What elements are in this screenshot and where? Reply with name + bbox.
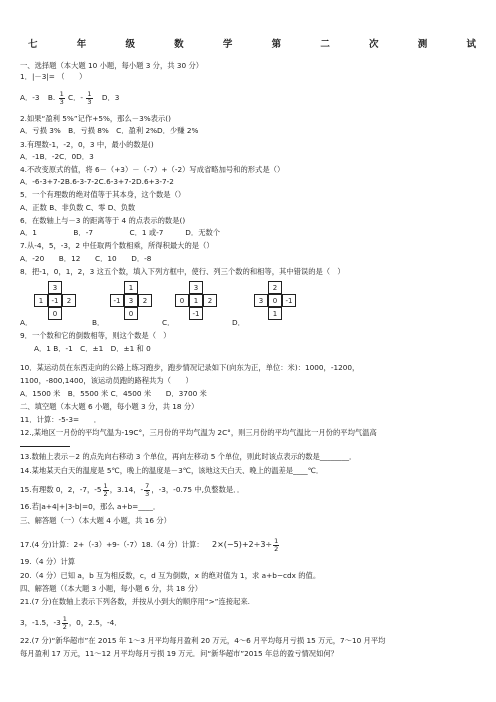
grid-cell: 1 (189, 294, 203, 307)
title-char: 试 (466, 39, 476, 50)
grid-cell (138, 307, 152, 320)
question-10-line-2: 1100，-800,1400，该运动员跑的路程共为（ ） (20, 376, 193, 385)
question-6: 6．在数轴上与－3 的距离等于 4 的点表示的数是() (20, 216, 186, 225)
grid-option-a (34, 281, 76, 320)
question-18-expression: 2×(−5)+2÷3÷ (212, 540, 273, 549)
section-2-heading: 二、填空题（本大题 6 小题，每小题 3 分，共 18 分） (20, 402, 199, 411)
grid-cell: 3 (189, 281, 203, 294)
question-14: 14.某地某天白天的温度是 5℃，晚上的温度是－3℃，该地这天白天、晚上的温差是____℃． (20, 466, 324, 475)
question-4-options: A．-6-3+7-2B.6-3-7-2C.6-3+7-2D.6+3-7-2 (20, 177, 174, 186)
grid-cell (138, 281, 152, 294)
section-4-heading: 四、解答题（（本大题 3 小题，每小题 6 分，共 18 分） (20, 584, 203, 593)
grid-cell: 1 (124, 281, 138, 294)
question-15-part-3: ，-3，-0.75 中,负整数是．． (151, 485, 245, 494)
question-13: 13.数轴上表示－2 的点先向右移动 3 个单位，再向左移动 5 个单位，则此时该点表示的数是________． (20, 452, 357, 461)
question-3: 3.有理数-1，-2，0，3 中，最小的数是() (20, 140, 154, 149)
question-3-options: A．-1B．-2C．0D．3 (20, 152, 94, 161)
grid-label-b: B． (92, 318, 105, 327)
grid-cell (62, 281, 76, 294)
grid-cell (62, 307, 76, 320)
grid-cell: 0 (268, 294, 282, 307)
title-char: 七 (28, 39, 38, 50)
grid-cell: 2 (268, 281, 282, 294)
grid-cell: -1 (48, 294, 62, 307)
question-15-part-1: 15.有理数 0，2，-7，-5 (20, 485, 102, 494)
question-9-options: A．1 B．-1 C．±1 D．±1 和 0 (34, 344, 151, 353)
question-6-options: A．1 B．-7 C．1 或-7 D．无数个 (20, 228, 221, 237)
question-21-numbers (20, 616, 122, 630)
grid-cell: -1 (189, 307, 203, 320)
title-char: 二 (320, 39, 330, 50)
question-17-18 (20, 538, 280, 552)
denominator: 3 (145, 489, 150, 498)
question-20: 20.（4 分）已知 a，b 互为相反数，c，d 互为倒数，x 的绝对值为 1，求 a+b−cdx 的值。 (20, 571, 321, 580)
question-5: 5．一个有理数的绝对值等于其本身，这个数是（） (20, 190, 186, 199)
option-b: B. (47, 93, 56, 102)
section-3-heading: 三、解答题（一）（本大题 4 小题，共 16 分） (20, 516, 171, 525)
title-char: 次 (369, 39, 379, 50)
question-21-part-1: 3，-1.5，-3 (20, 618, 61, 627)
title-char: 年 (76, 39, 87, 50)
question-22-line-2: 每月盈利 17 万元，11～12 月平均每月亏损 19 万元．问“新华超市”2015 年总的盈亏情况如何？ (20, 649, 338, 658)
question-2-options: A．亏损 3% B．亏损 8% C．盈利 2%D．少赚 2% (20, 126, 199, 135)
grid-option-b (110, 281, 152, 320)
fraction-one-half (273, 538, 279, 552)
denominator: 2 (62, 622, 67, 631)
denominator: 2 (103, 489, 108, 498)
grid-cell: 0 (48, 307, 62, 320)
question-22-line-1: 22.(7 分)“新华超市”在 2015 年 1～3 月平均每月盈利 20 万元，4～6 月平均每月亏损 15 万元，7～10 月平均 (20, 636, 386, 645)
question-8: 8．把-1，0，1，2，3 这五个数，填入下列方框中，使行、列三个数的和相等，其中错误的是（ ） (20, 267, 345, 276)
grid-cell: 2 (138, 294, 152, 307)
option-c: C．- (68, 93, 84, 102)
title-char: 数 (174, 39, 184, 50)
fraction-one-half (62, 616, 68, 630)
grid-cell (34, 307, 48, 320)
title-char: 测 (417, 39, 428, 50)
grid-cell: -1 (110, 294, 124, 307)
grid-option-c (175, 281, 217, 320)
section-1-heading: 一、选择题（本大题 10 小题，每小题 3 分，共 30 分） (20, 61, 204, 70)
question-9: 9．一个数和它的倒数相等，则这个数是（ ） (20, 331, 171, 340)
grid-cell (203, 281, 217, 294)
grid-cell (282, 281, 296, 294)
title-char: 学 (222, 39, 233, 50)
grid-cell (175, 281, 189, 294)
numerator: 7 (145, 482, 150, 490)
grid-cell: 3 (124, 294, 138, 307)
grid-cell (175, 307, 189, 320)
grid-cell: 3 (48, 281, 62, 294)
question-1: 1．|－3|= （ ） (20, 72, 87, 81)
fraction-seven-thirds (144, 483, 150, 497)
question-15 (20, 483, 244, 497)
title-char: 级 (125, 39, 135, 50)
grid-cell: 1 (34, 294, 48, 307)
fraction-one-third (86, 91, 92, 105)
grid-cell (34, 281, 48, 294)
question-21: 21.(7 分)在数轴上表示下列各数，并按从小到大的顺序用“>”连接起来. (20, 597, 250, 606)
option-d: D．3 (101, 93, 120, 102)
grid-label-a: A． (20, 318, 33, 327)
grid-label-c: C． (162, 318, 175, 327)
grid-label-d: D． (232, 318, 245, 327)
page-title (28, 36, 476, 50)
numerator: 1 (274, 537, 279, 545)
grid-cell (110, 307, 124, 320)
grid-cell (110, 281, 124, 294)
question-5-options: A、正数 B、非负数 C、零 D、负数 (20, 203, 136, 212)
grid-cell: -1 (282, 294, 296, 307)
question-19: 19.（4 分）计算 (20, 557, 76, 566)
grid-cell: 0 (124, 307, 138, 320)
numerator: 1 (59, 90, 64, 98)
fraction-one-third (59, 91, 65, 105)
grid-option-d (254, 281, 296, 320)
question-11: 11．计算：-5-3= ． (20, 415, 102, 424)
question-21-part-2: ，0，2.5，-4． (68, 618, 122, 627)
question-12: 12.,某地区一月份的平均气温为-19C°，三月份的平均气温为 2C°，则三月份的平均气温比一月份的平均气温高 (20, 428, 377, 437)
denominator: 3 (59, 97, 64, 106)
denominator: 2 (274, 544, 279, 553)
grid-cell (254, 281, 268, 294)
denominator: 3 (87, 97, 92, 106)
grid-cell: 3 (254, 294, 268, 307)
grid-cell (282, 307, 296, 320)
question-10-line-1: 10．某运动员在东西走向的公路上练习跑步，跑步情况记录如下(向东为正，单位：米)：1000，-1200， (20, 363, 360, 372)
title-char: 第 (271, 39, 282, 50)
grid-cell: 2 (62, 294, 76, 307)
option-a: A．-3 (20, 93, 40, 102)
answer-blank (20, 446, 70, 447)
question-16: 16.若|a+4|+|3-b|=0，那么 a+b=____． (20, 502, 161, 511)
numerator: 1 (103, 482, 108, 490)
question-17-18-text: 17.(4 分)计算：2+（-3）+9-（-7）18.（4 分）计算： (20, 540, 204, 549)
question-10-options: A．1500 米 B．5500 米 C．4500 米 D．3700 米 (20, 389, 207, 398)
question-7: 7.从-4，5，-3，2 中任取两个数相乘，所得积最大的是（） (20, 241, 214, 250)
grid-cell: 2 (203, 294, 217, 307)
question-4: 4.不改变原式的值，将 6－（+3）－（-7）+（-2）写成省略加号和的形式是（） (20, 165, 285, 174)
numerator: 1 (87, 90, 92, 98)
grid-cell: 0 (175, 294, 189, 307)
grid-cell (254, 307, 268, 320)
grid-cell (203, 307, 217, 320)
grid-cell: 1 (268, 307, 282, 320)
numerator: 1 (62, 615, 67, 623)
question-7-options: A．-20 B．12 C．10 D．-8 (20, 254, 152, 263)
question-1-options (20, 91, 119, 105)
fraction-one-half (103, 483, 109, 497)
question-15-part-2: ，3.14，- (109, 485, 144, 494)
question-2: 2.如果“盈利 5%”记作+5%，那么－3%表示() (20, 114, 171, 123)
